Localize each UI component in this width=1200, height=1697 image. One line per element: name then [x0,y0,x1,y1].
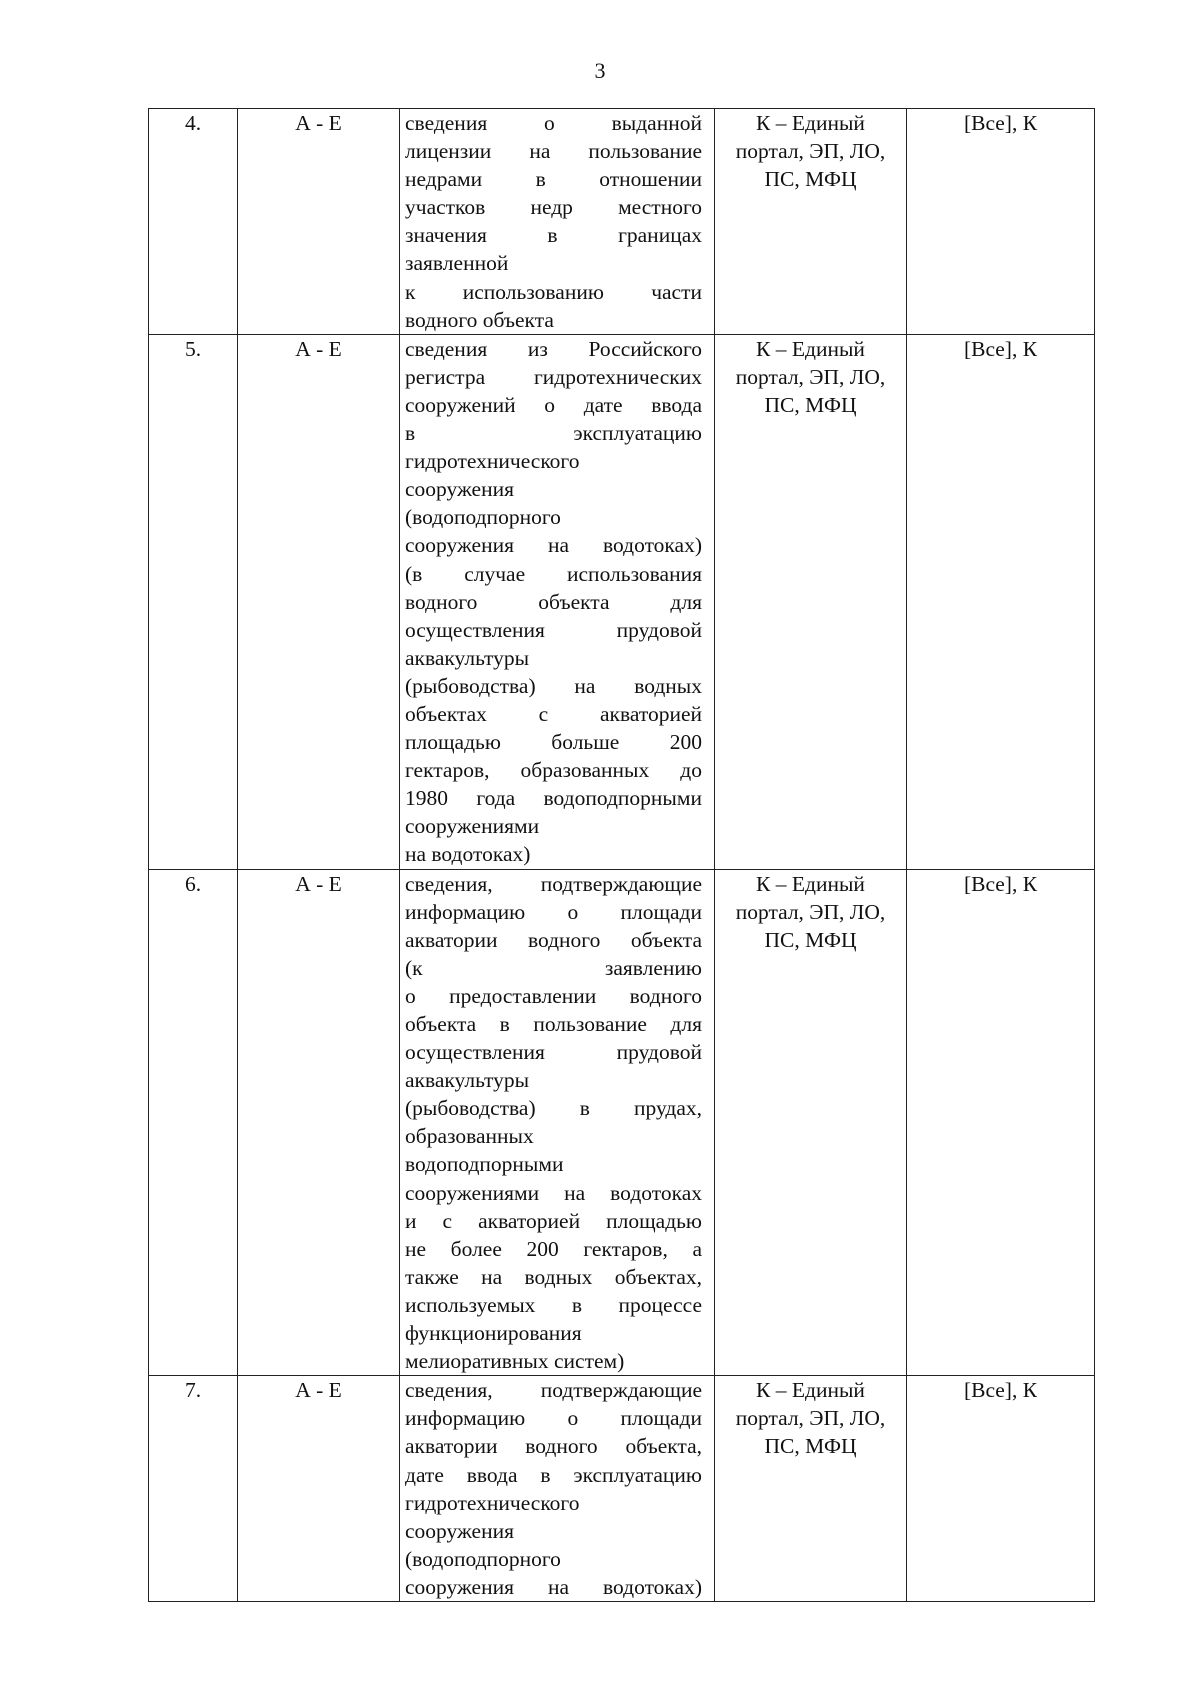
category-code: А - Е [295,1378,342,1403]
description-line: о предоставлении водного [405,983,702,1008]
services-table [148,108,1095,1602]
description-line: гидротехнического [405,1490,580,1515]
description-line: регистра гидротехнических [405,364,702,389]
description-line: лицензии на пользование [405,139,702,164]
description-line: также на водных объектах, [405,1264,702,1289]
category-code: А - Е [295,871,342,896]
channels-line: К – Единый [756,871,865,896]
description-line: площадью больше 200 [405,730,702,755]
channels-line: портал, ЭП, ЛО, [735,139,886,164]
category-code: А - Е [295,336,342,361]
row-number: 4. [184,111,202,135]
channels-line: К – Единый [756,111,865,135]
channels-cell [715,334,907,869]
description-line: акватории водного объекта [405,927,702,952]
recipients: [Все], К [963,1378,1038,1403]
recipients-cell [907,334,1095,869]
recipients-cell [907,869,1095,1376]
description-line: образованных [405,1124,534,1149]
channels-cell [715,869,907,1376]
channels-cell [715,109,907,335]
description-line: 1980 года водоподпорными [405,786,702,811]
description-line: к использованию части [405,279,702,304]
channels-line: портал, ЭП, ЛО, [735,1406,886,1431]
description-cell [400,869,715,1376]
category-code-cell [238,1376,400,1602]
description-line: аквакультуры [405,645,530,670]
description-line: на водотоках) [405,842,531,867]
recipients: [Все], К [963,871,1038,896]
recipients: [Все], К [963,111,1038,135]
description-line: гидротехнического [405,449,580,474]
table-row [149,334,1095,869]
category-code: А - Е [295,111,342,135]
description-line: информацию о площади [405,1406,702,1431]
description-line: мелиоративных систем) [405,1349,625,1374]
description-line: (рыбоводства) на водных [405,673,702,698]
description-line: функционирования [405,1321,582,1346]
description-line: недрами в отношении [405,167,702,192]
description-line: акватории водного объекта, [405,1434,702,1459]
row-number: 6. [184,871,202,896]
description-line: значения в границах [405,223,702,248]
row-number-cell [149,334,238,869]
description-line: (водоподпорного [405,1546,561,1571]
description-line: в эксплуатацию [405,421,702,446]
table-row [149,1376,1095,1602]
channels-line: ПС, МФЦ [764,392,857,417]
table-row [149,869,1095,1376]
recipients: [Все], К [963,336,1038,361]
channels-line: ПС, МФЦ [764,167,857,192]
description-line: объекта в пользование для [405,1012,702,1036]
category-code-cell [238,334,400,869]
recipients-cell [907,1376,1095,1602]
description-line: аквакультуры [405,1068,530,1093]
description-line: сведения из Российского [405,336,702,361]
description-line: сведения о выданной [405,111,702,135]
description-line: не более 200 гектаров, а [405,1236,702,1261]
channels-line: ПС, МФЦ [764,927,857,952]
description-line: используемых в процессе [405,1292,702,1317]
description-line: (к заявлению [405,955,702,980]
description-line: осуществления прудовой [405,1040,702,1065]
description-line: сооружения [405,1518,514,1543]
description-line: информацию о площади [405,899,702,924]
channels-line: К – Единый [756,1378,865,1403]
page-number: 3 [594,58,606,83]
row-number-cell [149,1376,238,1602]
description-line: сооружениями [405,814,540,839]
description-cell [400,109,715,335]
category-code-cell [238,109,400,335]
description-line: водного объекта для [405,589,702,614]
description-line: водоподпорными [405,1152,564,1177]
description-cell [400,334,715,869]
row-number: 5. [184,336,202,361]
table-body [149,109,1095,1602]
description-line: (рыбоводства) в прудах, [405,1096,702,1121]
category-code-cell [238,869,400,1376]
description-line: участков недр местного [405,195,702,220]
recipients-cell [907,109,1095,335]
description-line: объектах с акваторией [405,701,702,726]
row-number-cell [149,109,238,335]
description-line: заявленной [405,251,509,276]
row-number-cell [149,869,238,1376]
description-line: (водоподпорного [405,505,561,530]
description-line: сооружения на водотоках) [405,1574,702,1599]
description-line: сооружений о дате ввода [405,392,702,417]
description-line: сведения, подтверждающие [405,1378,702,1403]
table-row [149,109,1095,335]
description-line: гектаров, образованных до [405,758,702,783]
description-line: водного объекта [405,307,554,332]
row-number: 7. [184,1378,202,1403]
channels-cell [715,1376,907,1602]
channels-line: портал, ЭП, ЛО, [735,899,886,924]
description-line: сведения, подтверждающие [405,871,702,896]
description-line: сооружения [405,477,514,502]
channels-line: ПС, МФЦ [764,1434,857,1459]
description-line: сооружения на водотоках) [405,533,702,558]
channels-line: портал, ЭП, ЛО, [735,364,886,389]
description-line: (в случае использования [405,561,702,586]
description-line: осуществления прудовой [405,617,702,642]
description-line: сооружениями на водотоках [405,1180,702,1205]
description-line: дате ввода в эксплуатацию [405,1462,702,1487]
channels-line: К – Единый [756,336,865,361]
description-line: и с акваторией площадью [405,1208,702,1233]
description-cell [400,1376,715,1602]
